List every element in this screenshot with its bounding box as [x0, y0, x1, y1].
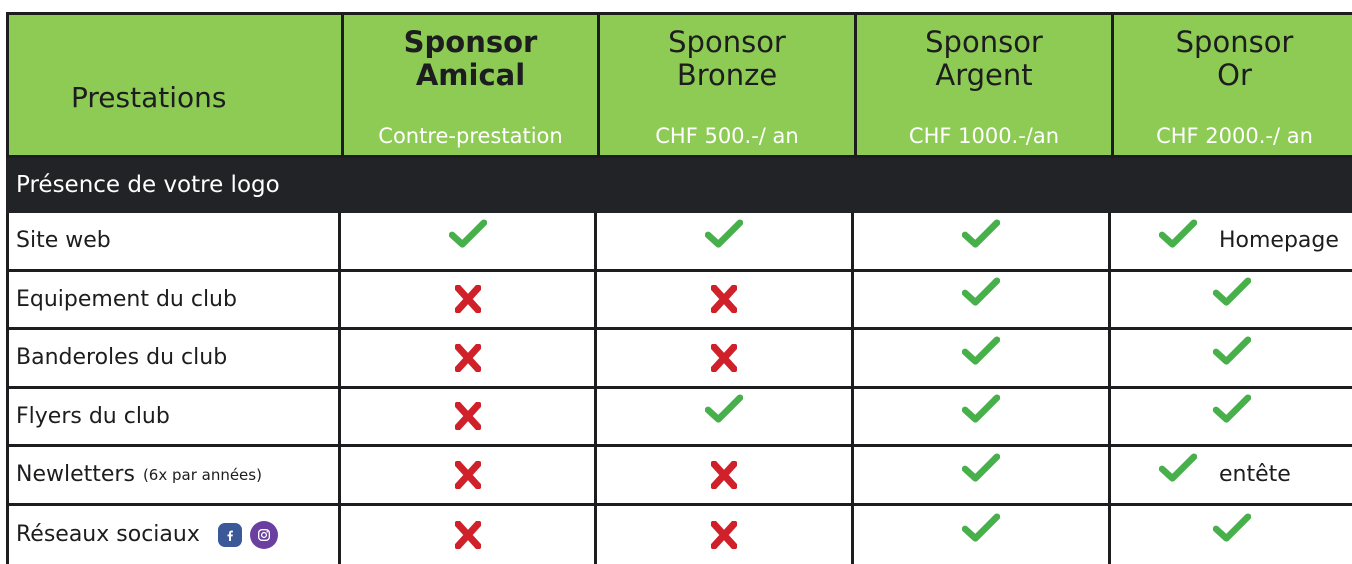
row-label-cell: [9, 447, 338, 503]
prestations-label: Prestations: [9, 81, 341, 114]
check-icon: [1213, 404, 1251, 428]
column-price: CHF 1000.-/an: [857, 124, 1111, 148]
facebook-icon: [218, 523, 242, 547]
table-body: [6, 213, 1352, 564]
check-cell: [1108, 447, 1352, 503]
column-header-bronze: [597, 15, 854, 155]
check-icon: [962, 229, 1000, 253]
row-label-cell: [9, 389, 338, 445]
cross-cell: [594, 272, 851, 328]
check-cell: [594, 389, 851, 445]
column-title-line1: Sponsor: [1114, 26, 1352, 59]
cross-icon: [711, 517, 737, 553]
table-row: [6, 447, 1352, 506]
cross-icon: [711, 457, 737, 493]
cross-cell: [338, 447, 594, 503]
cross-cell: [338, 389, 594, 445]
column-title-line2: Or: [1114, 59, 1352, 92]
row-label: Site web: [16, 228, 111, 253]
check-icon: [705, 404, 743, 428]
check-cell: [851, 447, 1108, 503]
check-icon: [1213, 287, 1251, 311]
check-cell: [1108, 213, 1352, 269]
check-cell: [1108, 272, 1352, 328]
column-title: [1114, 26, 1352, 92]
table-row: [6, 213, 1352, 272]
table-row: [6, 389, 1352, 448]
cell-note: entête: [1219, 462, 1291, 487]
cross-cell: [594, 447, 851, 503]
sponsor-table: [6, 12, 1352, 564]
row-note: (6x par années): [143, 466, 262, 484]
cross-cell: [338, 272, 594, 328]
cross-icon: [711, 281, 737, 317]
row-label-cell: [9, 506, 338, 564]
column-title-line1: Sponsor: [344, 26, 597, 59]
column-title: [344, 26, 597, 92]
check-icon: [962, 346, 1000, 370]
check-cell: [594, 213, 851, 269]
table-row: [6, 272, 1352, 331]
row-label: Equipement du club: [16, 287, 237, 312]
column-header-amical: [341, 15, 597, 155]
check-icon: [962, 404, 1000, 428]
column-title: [600, 26, 854, 92]
row-label-cell: [9, 330, 338, 386]
check-cell: [851, 213, 1108, 269]
column-header-or: [1111, 15, 1352, 155]
cross-cell: [594, 506, 851, 564]
cross-icon: [455, 517, 481, 553]
check-icon: [962, 523, 1000, 547]
cross-cell: [338, 506, 594, 564]
cross-icon: [455, 398, 481, 434]
cross-icon: [455, 281, 481, 317]
check-icon: [1159, 463, 1197, 487]
cell-note: Homepage: [1219, 228, 1339, 253]
check-icon: [1213, 523, 1251, 547]
table-row: [6, 506, 1352, 564]
column-title-line2: Amical: [344, 59, 597, 92]
check-icon: [1159, 229, 1197, 253]
check-icon: [449, 229, 487, 253]
check-cell: [1108, 389, 1352, 445]
check-icon: [705, 229, 743, 253]
section-header: Présence de votre logo: [6, 158, 1352, 213]
check-cell: [851, 506, 1108, 564]
cross-cell: [594, 330, 851, 386]
check-cell: [1108, 506, 1352, 564]
row-label: Réseaux sociaux: [16, 522, 200, 547]
check-icon: [962, 463, 1000, 487]
table-row: [6, 330, 1352, 389]
row-label: Newletters: [16, 462, 135, 487]
cross-cell: [338, 330, 594, 386]
row-label: Flyers du club: [16, 404, 170, 429]
column-title-line2: Bronze: [600, 59, 854, 92]
column-price: Contre-prestation: [344, 124, 597, 148]
column-title: [857, 26, 1111, 92]
check-cell: [851, 389, 1108, 445]
column-header-argent: [854, 15, 1111, 155]
row-label-cell: [9, 272, 338, 328]
check-cell: [851, 272, 1108, 328]
instagram-icon: [250, 521, 278, 549]
column-title-line1: Sponsor: [857, 26, 1111, 59]
row-label: Banderoles du club: [16, 345, 227, 370]
check-cell: [1108, 330, 1352, 386]
column-price: CHF 2000.-/ an: [1114, 124, 1352, 148]
check-cell: [851, 330, 1108, 386]
cross-icon: [711, 340, 737, 376]
check-icon: [1213, 346, 1251, 370]
cross-icon: [455, 457, 481, 493]
column-price: CHF 500.-/ an: [600, 124, 854, 148]
table-header: [6, 12, 1352, 158]
row-label-cell: [9, 213, 338, 269]
column-title-line2: Argent: [857, 59, 1111, 92]
check-icon: [962, 287, 1000, 311]
check-cell: [338, 213, 594, 269]
prestations-header: [9, 15, 341, 155]
column-title-line1: Sponsor: [600, 26, 854, 59]
cross-icon: [455, 340, 481, 376]
